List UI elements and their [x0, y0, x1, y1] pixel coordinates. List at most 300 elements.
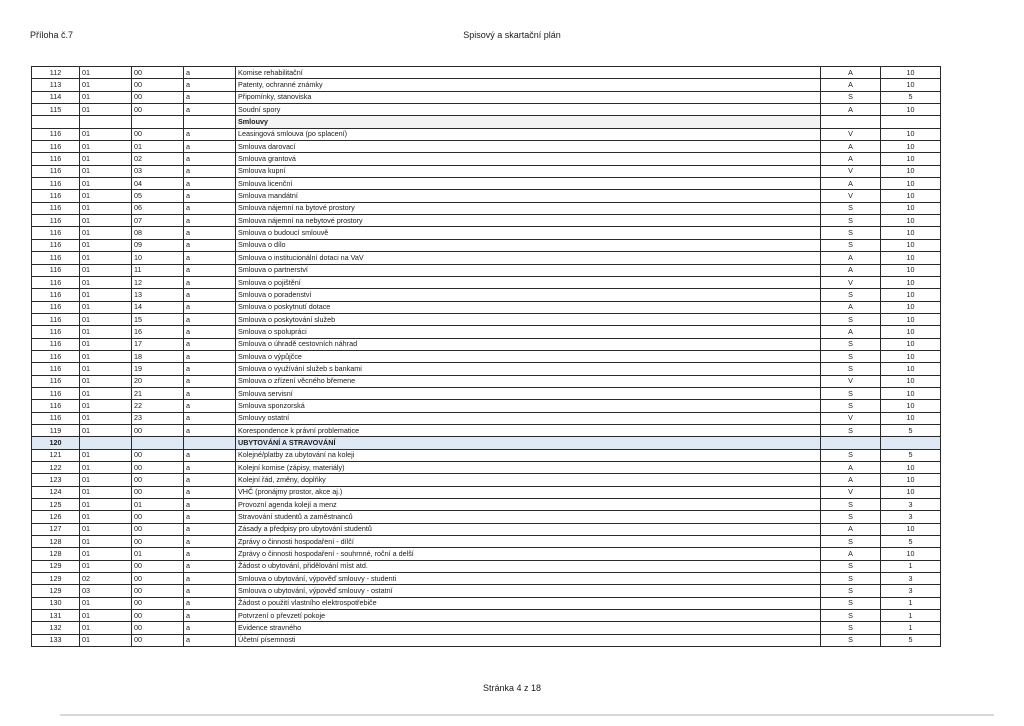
- cell-group: 121: [32, 449, 80, 461]
- cell-group: 122: [32, 462, 80, 474]
- cell-variant: a: [184, 474, 236, 486]
- cell-disposal-mark: S: [821, 239, 881, 251]
- cell-group: 116: [32, 289, 80, 301]
- cell-disposal-mark: S: [821, 202, 881, 214]
- cell-group: 129: [32, 560, 80, 572]
- cell-item: [132, 437, 184, 449]
- cell-variant: a: [184, 634, 236, 646]
- cell-item: 03: [132, 165, 184, 177]
- cell-subgroup: 01: [80, 338, 132, 350]
- cell-group: 128: [32, 548, 80, 560]
- cell-item: 00: [132, 560, 184, 572]
- cell-description: Zprávy o činnosti hospodaření - souhrnné, roční a delší: [236, 548, 821, 560]
- cell-retention-years: [881, 437, 941, 449]
- cell-disposal-mark: [821, 437, 881, 449]
- cell-disposal-mark: A: [821, 264, 881, 276]
- cell-item: 01: [132, 141, 184, 153]
- cell-variant: a: [184, 610, 236, 622]
- cell-item: 14: [132, 301, 184, 313]
- cell-retention-years: 1: [881, 622, 941, 634]
- cell-item: 02: [132, 153, 184, 165]
- cell-retention-years: 3: [881, 585, 941, 597]
- cell-subgroup: 01: [80, 375, 132, 387]
- cell-group: 116: [32, 239, 80, 251]
- cell-subgroup: 01: [80, 202, 132, 214]
- cell-variant: a: [184, 326, 236, 338]
- table-row: [32, 338, 941, 350]
- cell-disposal-mark: S: [821, 560, 881, 572]
- cell-group: 116: [32, 276, 80, 288]
- cell-item: 06: [132, 202, 184, 214]
- table-row: [32, 375, 941, 387]
- cell-retention-years: 10: [881, 227, 941, 239]
- table-row: [32, 486, 941, 498]
- cell-subgroup: 01: [80, 276, 132, 288]
- cell-disposal-mark: S: [821, 634, 881, 646]
- cell-retention-years: 10: [881, 153, 941, 165]
- cell-description: Smlouva o pojištění: [236, 276, 821, 288]
- cell-group: 116: [32, 190, 80, 202]
- scan-edge-line: [60, 714, 994, 716]
- cell-item: 09: [132, 239, 184, 251]
- table-row: [32, 350, 941, 362]
- table-row: [32, 499, 941, 511]
- cell-retention-years: 5: [881, 634, 941, 646]
- cell-group: 133: [32, 634, 80, 646]
- table-row: [32, 326, 941, 338]
- cell-group: 123: [32, 474, 80, 486]
- cell-description: Smlouva o ubytování, výpověď smlouvy - studenti: [236, 573, 821, 585]
- cell-disposal-mark: V: [821, 165, 881, 177]
- cell-description: Žádost o použití vlastního elektrospotřebiče: [236, 597, 821, 609]
- cell-description: Smlouva o zřízení věcného břemene: [236, 375, 821, 387]
- cell-variant: a: [184, 239, 236, 251]
- cell-retention-years: 10: [881, 178, 941, 190]
- cell-variant: a: [184, 400, 236, 412]
- cell-disposal-mark: S: [821, 610, 881, 622]
- cell-disposal-mark: V: [821, 375, 881, 387]
- cell-retention-years: 5: [881, 449, 941, 461]
- cell-disposal-mark: V: [821, 190, 881, 202]
- cell-variant: a: [184, 91, 236, 103]
- table-row: [32, 511, 941, 523]
- cell-retention-years: 10: [881, 387, 941, 399]
- cell-disposal-mark: S: [821, 289, 881, 301]
- cell-subgroup: 01: [80, 511, 132, 523]
- cell-variant: a: [184, 499, 236, 511]
- table-row: [32, 165, 941, 177]
- cell-item: 00: [132, 622, 184, 634]
- cell-item: 00: [132, 486, 184, 498]
- cell-retention-years: 10: [881, 412, 941, 424]
- table-row: [32, 178, 941, 190]
- cell-subgroup: 01: [80, 523, 132, 535]
- cell-disposal-mark: A: [821, 178, 881, 190]
- table-row: [32, 239, 941, 251]
- cell-description: Potvrzení o převzetí pokoje: [236, 610, 821, 622]
- cell-subgroup: 01: [80, 67, 132, 79]
- cell-disposal-mark: S: [821, 585, 881, 597]
- cell-description: Smlouva o partnerství: [236, 264, 821, 276]
- cell-subgroup: 01: [80, 190, 132, 202]
- cell-subgroup: 01: [80, 178, 132, 190]
- table-row: [32, 536, 941, 548]
- cell-variant: a: [184, 165, 236, 177]
- cell-description: Zásady a předpisy pro ubytování studentů: [236, 523, 821, 535]
- table-row: [32, 449, 941, 461]
- cell-item: 11: [132, 264, 184, 276]
- table-row: [32, 67, 941, 79]
- cell-group: 129: [32, 573, 80, 585]
- cell-retention-years: 10: [881, 474, 941, 486]
- cell-group: 124: [32, 486, 80, 498]
- cell-item: 19: [132, 363, 184, 375]
- cell-retention-years: 1: [881, 610, 941, 622]
- cell-disposal-mark: S: [821, 573, 881, 585]
- cell-disposal-mark: S: [821, 215, 881, 227]
- cell-variant: [184, 116, 236, 128]
- cell-subgroup: 01: [80, 486, 132, 498]
- cell-disposal-mark: [821, 116, 881, 128]
- cell-variant: a: [184, 227, 236, 239]
- cell-subgroup: 01: [80, 400, 132, 412]
- cell-variant: a: [184, 424, 236, 436]
- table-row: [32, 91, 941, 103]
- cell-disposal-mark: S: [821, 400, 881, 412]
- cell-description: Patenty, ochranné známky: [236, 79, 821, 91]
- cell-description: VHČ (pronájmy prostor, akce aj.): [236, 486, 821, 498]
- cell-item: 10: [132, 252, 184, 264]
- cell-description: Evidence stravného: [236, 622, 821, 634]
- cell-group: 116: [32, 363, 80, 375]
- cell-group: 131: [32, 610, 80, 622]
- cell-disposal-mark: S: [821, 499, 881, 511]
- cell-disposal-mark: S: [821, 536, 881, 548]
- cell-subgroup: 01: [80, 91, 132, 103]
- cell-subgroup: 01: [80, 289, 132, 301]
- cell-retention-years: 1: [881, 560, 941, 572]
- cell-description: Smlouva grantová: [236, 153, 821, 165]
- cell-variant: a: [184, 289, 236, 301]
- cell-subgroup: 01: [80, 239, 132, 251]
- table-row: [32, 400, 941, 412]
- table-row: [32, 215, 941, 227]
- cell-item: 15: [132, 313, 184, 325]
- cell-subgroup: 01: [80, 301, 132, 313]
- cell-group: 116: [32, 153, 80, 165]
- cell-group: 112: [32, 67, 80, 79]
- cell-description: Připomínky, stanoviska: [236, 91, 821, 103]
- cell-description: Smlouva darovací: [236, 141, 821, 153]
- cell-description: Komise rehabilitační: [236, 67, 821, 79]
- cell-subgroup: 01: [80, 634, 132, 646]
- cell-disposal-mark: S: [821, 449, 881, 461]
- cell-group: 116: [32, 375, 80, 387]
- cell-item: 00: [132, 424, 184, 436]
- table-row-section: [32, 116, 941, 128]
- cell-item: 23: [132, 412, 184, 424]
- cell-item: 00: [132, 462, 184, 474]
- cell-disposal-mark: A: [821, 301, 881, 313]
- cell-subgroup: 01: [80, 165, 132, 177]
- cell-disposal-mark: A: [821, 67, 881, 79]
- cell-item: 20: [132, 375, 184, 387]
- cell-retention-years: 10: [881, 190, 941, 202]
- cell-description: Zprávy o činnosti hospodaření - dílčí: [236, 536, 821, 548]
- cell-variant: a: [184, 573, 236, 585]
- cell-subgroup: 01: [80, 252, 132, 264]
- cell-group: 129: [32, 585, 80, 597]
- cell-retention-years: 10: [881, 400, 941, 412]
- table-row: [32, 252, 941, 264]
- cell-description: Smlouva o využívání služeb s bankami: [236, 363, 821, 375]
- cell-description: Smlouva o poradenství: [236, 289, 821, 301]
- cell-subgroup: 01: [80, 387, 132, 399]
- cell-item: 00: [132, 104, 184, 116]
- cell-description: Smlouva servisní: [236, 387, 821, 399]
- cell-retention-years: 10: [881, 289, 941, 301]
- cell-disposal-mark: S: [821, 424, 881, 436]
- cell-description: Smlouva sponzorská: [236, 400, 821, 412]
- cell-disposal-mark: A: [821, 153, 881, 165]
- cell-item: 00: [132, 585, 184, 597]
- table-row: [32, 153, 941, 165]
- document-title: Spisový a skartační plán: [463, 30, 561, 40]
- cell-description: Smlouva nájemní na bytové prostory: [236, 202, 821, 214]
- cell-retention-years: 3: [881, 511, 941, 523]
- cell-description: Kolejní komise (zápisy, materiály): [236, 462, 821, 474]
- cell-description: Stravování studentů a zaměstnanců: [236, 511, 821, 523]
- cell-item: 00: [132, 597, 184, 609]
- cell-subgroup: 01: [80, 128, 132, 140]
- table-row: [32, 276, 941, 288]
- cell-variant: a: [184, 597, 236, 609]
- cell-group: 114: [32, 91, 80, 103]
- cell-item: 16: [132, 326, 184, 338]
- table-row: [32, 387, 941, 399]
- cell-description: Smlouva mandátní: [236, 190, 821, 202]
- cell-item: 00: [132, 474, 184, 486]
- cell-group: 116: [32, 301, 80, 313]
- cell-description: Leasingová smlouva (po splacení): [236, 128, 821, 140]
- table-row: [32, 363, 941, 375]
- table-row: [32, 289, 941, 301]
- cell-disposal-mark: A: [821, 548, 881, 560]
- table-row: [32, 548, 941, 560]
- table-row: [32, 610, 941, 622]
- page-number: Stránka 4 z 18: [482, 683, 542, 693]
- cell-retention-years: 5: [881, 536, 941, 548]
- cell-description: Smlouvy ostatní: [236, 412, 821, 424]
- cell-group: 116: [32, 387, 80, 399]
- cell-group: 116: [32, 178, 80, 190]
- table-row: [32, 474, 941, 486]
- cell-item: 18: [132, 350, 184, 362]
- cell-retention-years: 3: [881, 573, 941, 585]
- cell-disposal-mark: A: [821, 104, 881, 116]
- cell-description: Účetní písemnosti: [236, 634, 821, 646]
- cell-group: 116: [32, 326, 80, 338]
- cell-item: 01: [132, 499, 184, 511]
- cell-description: Provozní agenda kolejí a menz: [236, 499, 821, 511]
- cell-variant: a: [184, 536, 236, 548]
- table-row: [32, 622, 941, 634]
- cell-variant: a: [184, 363, 236, 375]
- cell-disposal-mark: S: [821, 91, 881, 103]
- cell-retention-years: 10: [881, 363, 941, 375]
- table-row: [32, 412, 941, 424]
- cell-subgroup: 01: [80, 548, 132, 560]
- cell-group: 119: [32, 424, 80, 436]
- cell-variant: a: [184, 190, 236, 202]
- cell-retention-years: 1: [881, 597, 941, 609]
- cell-subgroup: 01: [80, 326, 132, 338]
- cell-retention-years: 10: [881, 548, 941, 560]
- cell-retention-years: 5: [881, 424, 941, 436]
- cell-description: Smlouvy: [236, 116, 821, 128]
- cell-subgroup: 01: [80, 363, 132, 375]
- cell-disposal-mark: A: [821, 79, 881, 91]
- cell-item: 12: [132, 276, 184, 288]
- cell-variant: a: [184, 387, 236, 399]
- cell-disposal-mark: S: [821, 227, 881, 239]
- table-row: [32, 585, 941, 597]
- cell-item: 17: [132, 338, 184, 350]
- cell-item: 04: [132, 178, 184, 190]
- cell-group: 116: [32, 202, 80, 214]
- cell-variant: a: [184, 585, 236, 597]
- cell-disposal-mark: A: [821, 523, 881, 535]
- cell-group: 116: [32, 128, 80, 140]
- cell-subgroup: 01: [80, 610, 132, 622]
- cell-group: 126: [32, 511, 80, 523]
- cell-item: 05: [132, 190, 184, 202]
- document-annex-label: Příloha č.7: [30, 30, 74, 40]
- cell-item: 08: [132, 227, 184, 239]
- cell-disposal-mark: S: [821, 387, 881, 399]
- cell-group: 130: [32, 597, 80, 609]
- cell-group: 116: [32, 227, 80, 239]
- cell-variant: a: [184, 104, 236, 116]
- table-row: [32, 190, 941, 202]
- table-row: [32, 424, 941, 436]
- cell-retention-years: 10: [881, 350, 941, 362]
- cell-variant: a: [184, 412, 236, 424]
- cell-variant: a: [184, 215, 236, 227]
- cell-description: UBYTOVÁNÍ A STRAVOVÁNÍ: [236, 437, 821, 449]
- cell-item: 01: [132, 548, 184, 560]
- table-row: [32, 141, 941, 153]
- cell-variant: a: [184, 252, 236, 264]
- cell-description: Kolejné/platby za ubytování na koleji: [236, 449, 821, 461]
- cell-description: Smlouva o úhradě cestovních náhrad: [236, 338, 821, 350]
- cell-description: Smlouva kupní: [236, 165, 821, 177]
- cell-description: Smlouva o poskytnutí dotace: [236, 301, 821, 313]
- cell-retention-years: 10: [881, 215, 941, 227]
- cell-item: 00: [132, 573, 184, 585]
- cell-group: 116: [32, 313, 80, 325]
- cell-retention-years: 10: [881, 67, 941, 79]
- cell-variant: a: [184, 301, 236, 313]
- cell-retention-years: 10: [881, 276, 941, 288]
- cell-subgroup: 01: [80, 313, 132, 325]
- cell-subgroup: 01: [80, 474, 132, 486]
- cell-retention-years: 10: [881, 338, 941, 350]
- cell-description: Smlouva o budoucí smlouvě: [236, 227, 821, 239]
- cell-variant: a: [184, 462, 236, 474]
- cell-group: 116: [32, 400, 80, 412]
- cell-disposal-mark: V: [821, 128, 881, 140]
- cell-description: Smlouva o dílo: [236, 239, 821, 251]
- cell-variant: a: [184, 79, 236, 91]
- cell-group: 127: [32, 523, 80, 535]
- cell-disposal-mark: A: [821, 141, 881, 153]
- cell-variant: a: [184, 276, 236, 288]
- cell-variant: a: [184, 449, 236, 461]
- table-row: [32, 523, 941, 535]
- cell-disposal-mark: A: [821, 326, 881, 338]
- cell-disposal-mark: V: [821, 412, 881, 424]
- cell-retention-years: 10: [881, 128, 941, 140]
- cell-subgroup: 01: [80, 597, 132, 609]
- cell-description: Smlouva o ubytování, výpověď smlouvy - ostatní: [236, 585, 821, 597]
- cell-variant: a: [184, 560, 236, 572]
- cell-group: 116: [32, 338, 80, 350]
- cell-item: 22: [132, 400, 184, 412]
- table-row: [32, 634, 941, 646]
- cell-variant: a: [184, 313, 236, 325]
- cell-subgroup: 01: [80, 215, 132, 227]
- cell-retention-years: 10: [881, 252, 941, 264]
- cell-variant: a: [184, 375, 236, 387]
- cell-retention-years: 10: [881, 79, 941, 91]
- cell-disposal-mark: S: [821, 511, 881, 523]
- cell-disposal-mark: S: [821, 350, 881, 362]
- cell-subgroup: 01: [80, 449, 132, 461]
- cell-retention-years: 10: [881, 165, 941, 177]
- cell-item: 00: [132, 523, 184, 535]
- cell-disposal-mark: A: [821, 462, 881, 474]
- cell-description: Smlouva o spolupráci: [236, 326, 821, 338]
- cell-group: 115: [32, 104, 80, 116]
- table-row: [32, 264, 941, 276]
- cell-retention-years: 10: [881, 239, 941, 251]
- cell-variant: a: [184, 523, 236, 535]
- cell-subgroup: 01: [80, 264, 132, 276]
- cell-disposal-mark: S: [821, 363, 881, 375]
- table-row: [32, 462, 941, 474]
- cell-retention-years: 5: [881, 91, 941, 103]
- cell-subgroup: 01: [80, 462, 132, 474]
- cell-description: Smlouva o poskytování služeb: [236, 313, 821, 325]
- cell-disposal-mark: S: [821, 338, 881, 350]
- cell-group: 116: [32, 141, 80, 153]
- cell-item: 00: [132, 511, 184, 523]
- cell-variant: a: [184, 141, 236, 153]
- cell-description: Smlouva licenční: [236, 178, 821, 190]
- cell-subgroup: 01: [80, 141, 132, 153]
- cell-item: 21: [132, 387, 184, 399]
- cell-subgroup: 01: [80, 560, 132, 572]
- cell-item: 13: [132, 289, 184, 301]
- cell-subgroup: 01: [80, 350, 132, 362]
- cell-disposal-mark: V: [821, 276, 881, 288]
- cell-disposal-mark: A: [821, 252, 881, 264]
- cell-description: Kolejní řád, změny, doplňky: [236, 474, 821, 486]
- cell-item: 07: [132, 215, 184, 227]
- cell-retention-years: 3: [881, 499, 941, 511]
- cell-description: Smlouva nájemní na nebytové prostory: [236, 215, 821, 227]
